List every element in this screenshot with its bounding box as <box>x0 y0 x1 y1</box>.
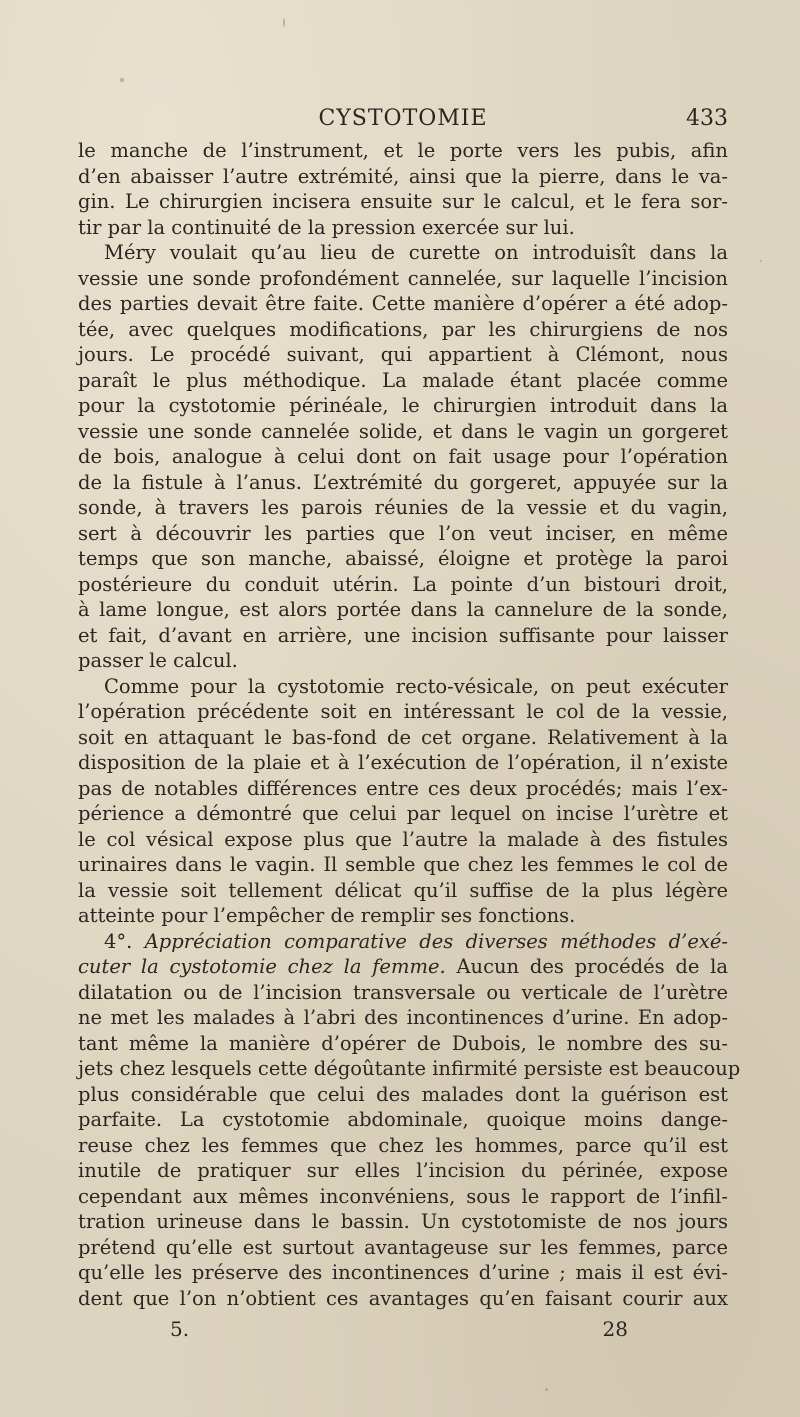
text-line: périence a démontré que celui par lequel on incise l’urètre et <box>78 802 728 825</box>
text-line: à lame longue, est alors portée dans la cannelure de la sonde, <box>78 598 728 621</box>
text-line: tant même la manière d’opérer de Dubois, le nombre des su- <box>78 1031 728 1055</box>
section-title: Appréciation comparative des diverses méthodes d’exé- <box>144 929 728 953</box>
section-number: 4°. <box>104 929 133 953</box>
text-line: plus considérable que celui des malades dont la guérison est <box>78 1082 728 1106</box>
text-line: l’opération précédente soit en intéressant le col de la vessie, <box>78 700 728 723</box>
page-number: 433 <box>686 106 728 131</box>
text-line: dilatation ou de l’incision transversale ou verticale de l’urètre <box>78 980 728 1004</box>
body-text <box>78 138 741 1311</box>
text-line: et fait, d’avant en arrière, une incision suffisante pour laisser <box>78 623 728 647</box>
text-line: prétend qu’elle est surtout avantageuse sur les femmes, parce <box>78 1235 728 1259</box>
text-line: sert à découvrir les parties que l’on veut inciser, en même <box>78 521 728 545</box>
text-line: cependant aux mêmes inconvéniens, sous le rapport de l’infil- <box>78 1184 728 1208</box>
text-line: pas de notables différences entre ces deux procédés; mais l’ex- <box>78 776 728 800</box>
text-line: de bois, analogue à celui dont on fait usage pour l’opération <box>78 445 728 468</box>
text-line: pour la cystotomie périnéale, le chirurgien introduit dans la <box>78 394 728 417</box>
text-line: sonde, à travers les parois réunies de la vessie et du vagin, <box>78 496 728 519</box>
text-line: postérieure du conduit utérin. La pointe d’un bistouri droit, <box>78 572 728 596</box>
section-text: Aucun des procédés de la <box>456 955 728 978</box>
text-line: la vessie soit tellement délicat qu’il suffise de la plus légère <box>78 878 728 902</box>
section-heading-line-2 <box>78 954 728 980</box>
sheet-number: 28 <box>602 1317 628 1341</box>
page-footer <box>78 1317 728 1345</box>
text-line: d’en abaisser l’autre extrémité, ainsi que la pierre, dans le va- <box>78 164 728 188</box>
signature-mark: 5. <box>170 1317 190 1341</box>
text-line: urinaires dans le vagin. Il semble que chez les femmes le col de <box>78 853 728 876</box>
text-line: gin. Le chirurgien incisera ensuite sur le calcul, et le fera sor- <box>78 190 728 213</box>
text-line: de la fistule à l’anus. L’extrémité du gorgeret, appuyée sur la <box>78 470 728 494</box>
text-line: temps que son manche, abaissé, éloigne et protège la paroi <box>78 547 728 570</box>
text-line: tration urineuse dans le bassin. Un cystotomiste de nos jours <box>78 1210 728 1233</box>
section-title-cont: cuter la cystotomie chez la femme. <box>78 955 446 978</box>
text-line: qu’elle les préserve des incontinences d’urine ; mais il est évi- <box>78 1261 728 1284</box>
text-line: atteinte pour l’empêcher de remplir ses fonctions. <box>78 904 576 927</box>
text-line: disposition de la plaie et à l’exécution de l’opération, il n’existe <box>78 751 728 774</box>
text-line: tir par la continuité de la pression exercée sur lui. <box>78 215 575 239</box>
text-line: le manche de l’instrument, et le porte vers les pubis, afin <box>78 139 728 162</box>
text-line: vessie une sonde profondément cannelée, sur laquelle l’incision <box>78 266 728 290</box>
text-line: paraît le plus méthodique. La malade étant placée comme <box>78 368 728 392</box>
running-title: CYSTOTOMIE <box>318 106 488 131</box>
text-line: soit en attaquant le bas-fond de cet organe. Relativement à la <box>78 725 728 749</box>
text-line: vessie une sonde cannelée solide, et dans le vagin un gorgeret <box>78 419 728 443</box>
section-heading-line <box>78 929 728 955</box>
text-line: jours. Le procédé suivant, qui appartient à Clémont, nous <box>78 343 728 366</box>
text-line: tée, avec quelques modifications, par les chirurgiens de nos <box>78 317 728 341</box>
text-line: inutile de pratiquer sur elles l’incision du périnée, expose <box>78 1159 728 1182</box>
text-line: dent que l’on n’obtient ces avantages qu’en faisant courir aux <box>78 1286 728 1310</box>
text-line: ne met les malades à l’abri des incontinences d’urine. En adop- <box>78 1006 728 1029</box>
text-line: parfaite. La cystotomie abdominale, quoique moins dange- <box>78 1108 728 1131</box>
text-line: jets chez lesquels cette dégoûtante infirmité persiste est beaucoup <box>78 1057 741 1080</box>
text-line: passer le calcul. <box>78 649 238 672</box>
text-line: le col vésical expose plus que l’autre la malade à des fistules <box>78 827 728 851</box>
page-header <box>78 104 728 138</box>
text-line: Comme pour la cystotomie recto-vésicale, on peut exécuter <box>104 674 728 698</box>
text-line: Méry voulait qu’au lieu de curette on introduisît dans la <box>104 241 728 264</box>
text-line: des parties devait être faite. Cette manière d’opérer a été adop- <box>78 292 728 315</box>
text-line: reuse chez les femmes que chez les hommes, parce qu’il est <box>78 1133 728 1157</box>
